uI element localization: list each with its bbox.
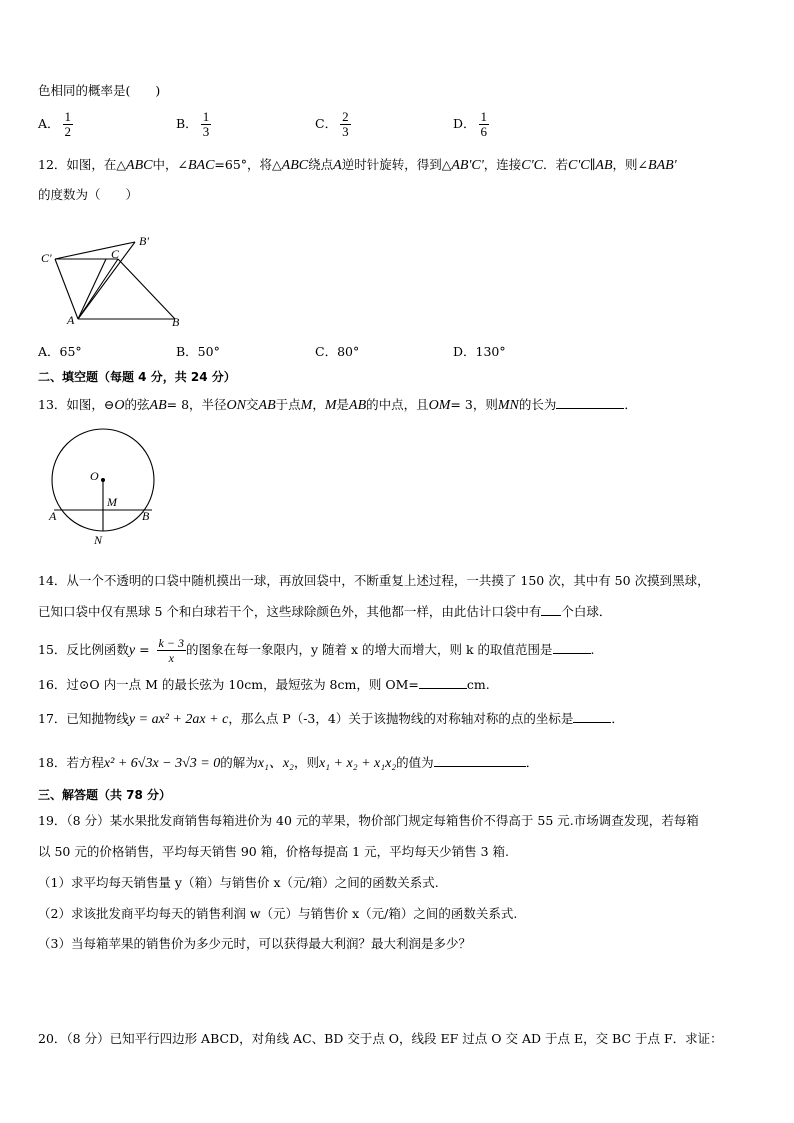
q13-figure [38, 420, 168, 550]
q19-sub2: （2）求该批发商平均每天的销售利润 w（元）与销售价 x（元/箱）之间的函数关系式. [38, 906, 518, 921]
q17-answer-blank[interactable] [573, 710, 611, 723]
q12-option-d: D．130° [453, 344, 506, 359]
q15-answer-blank[interactable] [553, 641, 591, 654]
q13-stem: 13．如图，⊖O的弦AB= 8，半径ON交AB于点M，M是AB的中点，且OM= 3，则MN的长为 ． [38, 397, 637, 413]
section-3-heading: 三、解答题（共 78 分） [38, 788, 172, 802]
q11-text: 色相同的概率是( ) [38, 83, 161, 98]
center-point [101, 478, 105, 482]
q12-option-c: C．80° [315, 344, 360, 359]
q12-option-b: B．50° [176, 344, 220, 359]
label-a: A [49, 509, 57, 523]
q14-answer-blank[interactable] [541, 603, 561, 616]
label-n: N [94, 533, 103, 547]
q20-line1: 20．（8 分）已知平行四边形 ABCD，对角线 AC、BD 交于点 O，线段 EF 过点 O 交 AD 于点 E，交 BC 于点 F．求证： [38, 1031, 723, 1046]
q13-answer-blank[interactable] [556, 396, 624, 409]
label-c: C [111, 247, 120, 261]
section-2-heading: 二、填空题（每题 4 分，共 24 分） [38, 370, 236, 384]
label-c-prime: C' [41, 251, 52, 265]
label-m: M [107, 495, 117, 509]
line-c1-b1 [55, 242, 135, 259]
label-o: O [90, 469, 99, 483]
q19-sub1: （1）求平均每天销售量 y（箱）与销售价 x（元/箱）之间的函数关系式. [38, 875, 439, 890]
label-a: A [67, 313, 75, 327]
label-b-prime: B' [139, 234, 149, 248]
line-c-b [118, 259, 175, 319]
q18-answer-blank[interactable] [434, 754, 526, 767]
q12-figure [38, 232, 198, 332]
line-c-a [78, 259, 118, 319]
q12-stem: 12．如图，在△ABC中，∠BAC=65°，将△ABC绕点A逆时针旋转，得到△AB'C'，连接C'C．若C'C∥AB，则∠BAB' [38, 157, 677, 173]
q19-sub3: （3）当每箱苹果的销售价为多少元时，可以获得最大利润？最大利润是多少？ [38, 936, 471, 951]
q16-stem: 16．过⊙O 内一点 M 的最长弦为 10cm，最短弦为 8cm，则 OM= cm. [38, 677, 490, 692]
q19-line1: 19．（8 分）某水果批发商销售每箱进价为 40 元的苹果，物价部门规定每箱售价不得高于 55 元.市场调查发现，若每箱 [38, 813, 699, 828]
line-a-b1 [78, 242, 135, 319]
q11-option-a: A． $\frac{1}{2}$ [38, 109, 72, 139]
label-b: B [142, 509, 150, 523]
q14-line2: 已知口袋中仅有黑球 5 个和白球若干个，这些球除颜色外，其他都一样，由此估计口袋中有 个白球． [38, 604, 612, 619]
q11-option-c: C． $\frac{2}{3}$ [315, 109, 349, 139]
q16-answer-blank[interactable] [419, 676, 467, 689]
q11-option-b: B． $\frac{1}{3}$ [176, 109, 210, 139]
label-b: B [172, 315, 180, 329]
q18-stem: 18．若方程x² + 6√3x − 3√3 = 0的解为x₁、x₂，则x₁ + x₂ + x₁x₂的值为 ． [38, 755, 539, 771]
q12-option-a: A．65° [38, 344, 82, 359]
q19-line2: 以 50 元的价格销售，平均每天销售 90 箱，价格每提高 1 元，平均每天少销售 3 箱. [38, 844, 509, 859]
line-a-c-inner [78, 259, 106, 319]
q11-option-d: D． $\frac{1}{6}$ [453, 109, 488, 139]
q17-stem: 17．已知抛物线y = ax² + 2ax + c，那么点 P（-3，4）关于该抛物线的对称轴对称的点的坐标是 ． [38, 711, 624, 727]
line-c1-a [55, 259, 78, 319]
q15-stem: 15．反比例函数y = $\frac{k - 3}{x}$ 的图象在每一象限内，y 随着 x 的增大而增大，则 k 的取值范围是 . [38, 636, 595, 665]
q14-line1: 14．从一个不透明的口袋中随机摸出一球，再放回袋中，不断重复上述过程，一共摸了 150 次，其中有 50 次摸到黑球， [38, 573, 710, 588]
q12-stem-line2: 的度数为（ ） [38, 187, 139, 202]
